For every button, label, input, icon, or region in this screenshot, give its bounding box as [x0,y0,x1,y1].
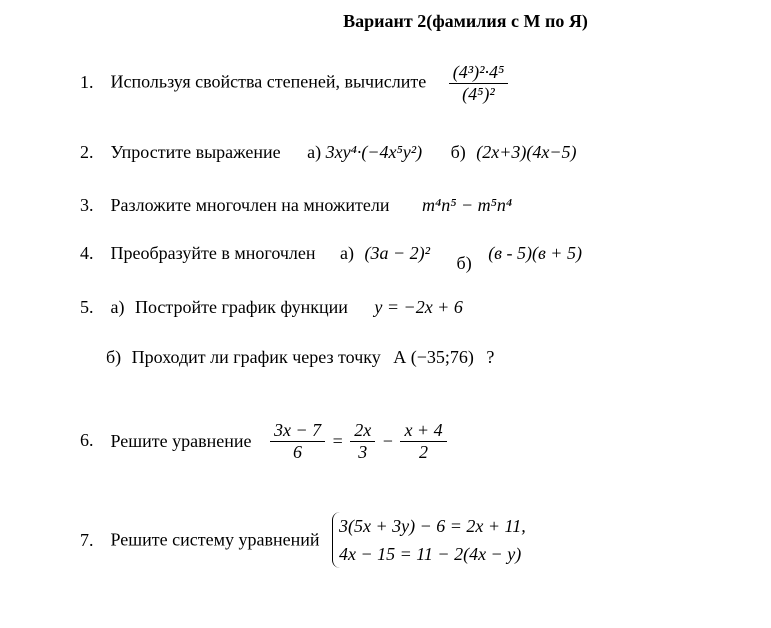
task-text: Упростите выражение [110,142,281,162]
task-number: 1. [80,71,94,92]
task-5b [106,347,494,368]
part-a-label: а) [307,142,322,162]
equation-2: 4x − 15 = 11 − 2(4x − y) [338,544,522,564]
fraction-1 [270,420,325,463]
part-b-label: б) [456,253,472,273]
part-b-expression: (2x+3)(4x−5) [476,142,577,162]
denominator: 2 [419,442,428,462]
function-expression: y = −2x + 6 [374,297,463,317]
part-a-expression: (3a − 2)² [364,243,431,263]
task-6 [80,420,450,463]
fraction [449,62,509,105]
task-text: Преобразуйте в многочлен [110,243,316,263]
task-text: Решите систему уравнений [110,529,320,550]
task-7 [80,512,526,568]
task-text: Решите уравнение [110,431,252,451]
task-number: 6. [80,429,94,450]
numerator: 3x − 7 [270,420,325,442]
fraction-3 [400,420,446,463]
equals-sign: = [332,431,343,451]
denominator: (4⁵)² [462,84,495,104]
part-b-text: Проходит ли график через точку [131,347,381,367]
task-number: 7. [80,529,94,550]
question-mark: ? [486,347,495,367]
task-text: Используя свойства степеней, вычислите [110,71,427,92]
task-3 [80,195,512,216]
denominator: 3 [358,442,368,462]
part-b-expression: (в - 5)(в + 5) [488,243,582,263]
point: А (−35;76) [393,347,474,367]
expression: m⁴n⁵ − m⁵n⁴ [421,195,513,215]
numerator: x + 4 [400,420,446,442]
part-a-label: а) [110,297,125,317]
task-number: 2. [80,142,94,162]
part-b-label: б) [450,142,466,162]
numerator: 2x [350,420,375,442]
equation-system [332,512,526,568]
task-4 [80,243,582,273]
equation-1: 3(5x + 3y) − 6 = 2x + 11, [338,516,526,536]
task-5a [80,297,463,318]
task-number: 5. [80,297,94,317]
task-2 [80,142,577,163]
part-b-label: б) [106,347,122,367]
task-text: Разложите многочлен на множители [110,195,390,215]
part-a-expression: 3xy⁴·(−4x⁵y²) [325,142,423,162]
page-title: Вариант 2(фамилия с М по Я) [343,11,588,31]
part-a-label: а) [340,243,354,263]
task-number: 3. [80,195,94,215]
minus-sign: − [382,431,393,451]
numerator: (4³)²·4⁵ [449,62,509,84]
denominator: 6 [293,442,303,462]
part-a-text: Постройте график функции [134,297,348,317]
task-1 [80,62,511,105]
task-number: 4. [80,243,94,263]
fraction-2 [350,420,375,463]
